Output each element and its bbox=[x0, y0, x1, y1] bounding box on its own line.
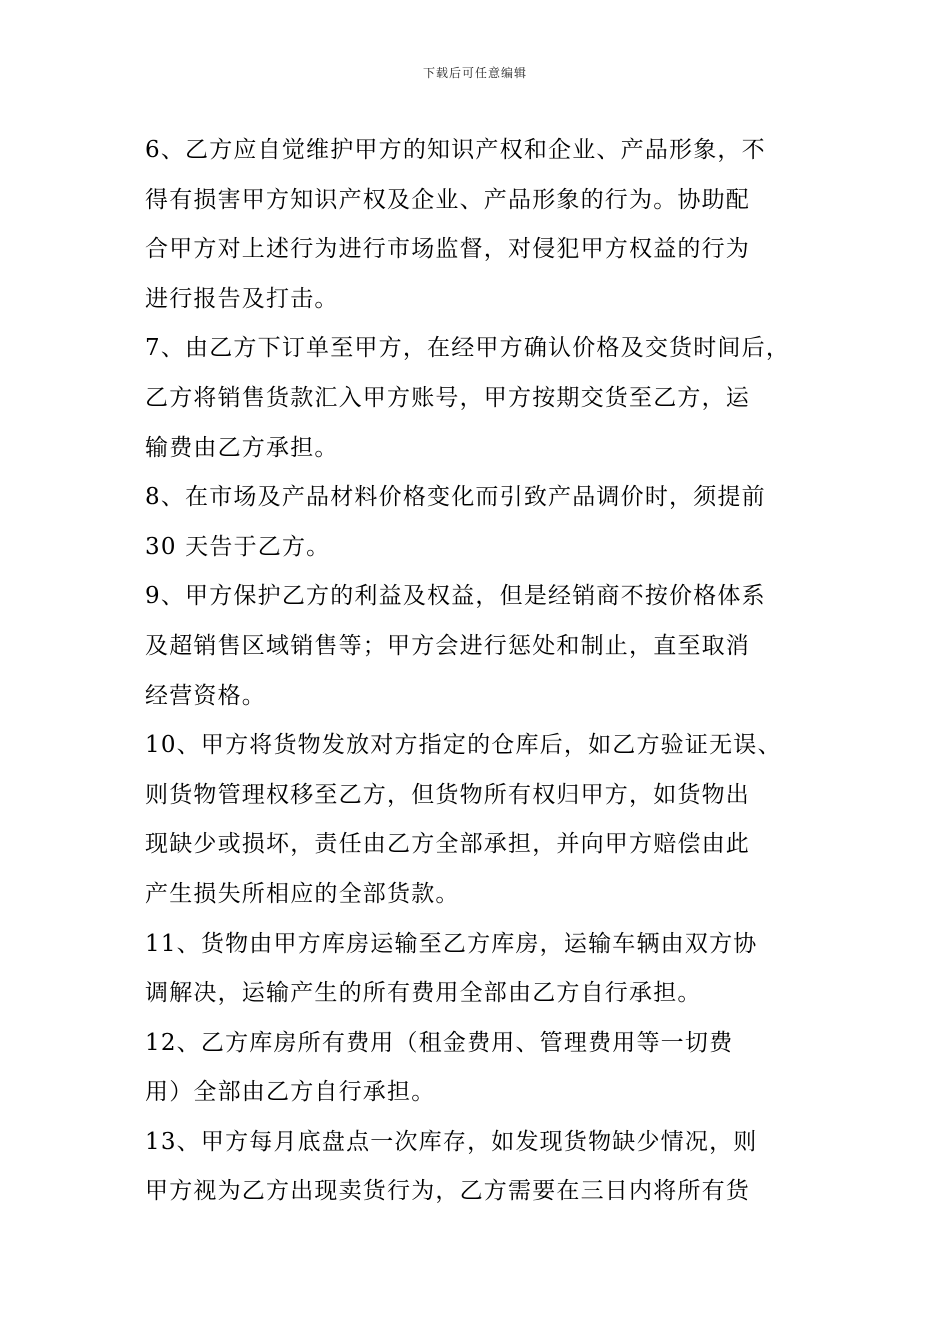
text-line: 经营资格。 bbox=[145, 682, 266, 709]
page-header: 下载后可任意编辑 bbox=[422, 66, 527, 80]
text-line: 合甲方对上述行为进行市场监督，对侵犯甲方权益的行为 bbox=[145, 236, 750, 263]
text-line: 13、甲方每月底盘点一次库存，如发现货物缺少情况，则 bbox=[145, 1128, 758, 1155]
clause-13 bbox=[145, 1118, 815, 1217]
text-line: 及超销售区域销售等；甲方会进行惩处和制止，直至取消 bbox=[145, 632, 750, 659]
text-line: 输费由乙方承担。 bbox=[145, 434, 339, 461]
text-line: 调解决，运输产生的所有费用全部由乙方自行承担。 bbox=[145, 980, 702, 1007]
clause-10 bbox=[145, 721, 815, 919]
text-line: 9、甲方保护乙方的利益及权益，但是经销商不按价格体系 bbox=[145, 583, 766, 610]
text-line: 乙方将销售货款汇入甲方账号，甲方按期交货至乙方，运 bbox=[145, 384, 750, 411]
text-line: 7、由乙方下订单至甲方，在经甲方确认价格及交货时间后， bbox=[145, 335, 791, 362]
text-line: 甲方视为乙方出现卖货行为，乙方需要在三日内将所有货 bbox=[145, 1178, 750, 1205]
text-line: 进行报告及打击。 bbox=[145, 285, 339, 312]
text-line: 现缺少或损坏，责任由乙方全部承担，并向甲方赔偿由此 bbox=[145, 831, 750, 858]
text-line: 30 天告于乙方。 bbox=[145, 533, 331, 560]
text-line: 则货物管理权移至乙方，但货物所有权归甲方，如货物出 bbox=[145, 781, 750, 808]
clause-12 bbox=[145, 1019, 815, 1118]
document-body bbox=[145, 126, 815, 1217]
clause-7 bbox=[145, 324, 815, 473]
text-line: 用）全部由乙方自行承担。 bbox=[145, 1079, 436, 1106]
text-line: 12、乙方库房所有费用（租金费用、管理费用等一切费 bbox=[145, 1029, 734, 1056]
text-line: 10、甲方将货物发放对方指定的仓库后，如乙方验证无误、 bbox=[145, 732, 782, 759]
text-line: 11、货物由甲方库房运输至乙方库房，运输车辆由双方协 bbox=[145, 930, 758, 957]
clause-9 bbox=[145, 572, 815, 721]
text-line: 8、在市场及产品材料价格变化而引致产品调价时，须提前 bbox=[145, 484, 766, 511]
text-line: 6、乙方应自觉维护甲方的知识产权和企业、产品形象，不 bbox=[145, 137, 766, 163]
text-line: 得有损害甲方知识产权及企业、产品形象的行为。协助配 bbox=[145, 186, 750, 213]
clause-11 bbox=[145, 920, 815, 1019]
text-line: 产生损失所相应的全部货款。 bbox=[145, 880, 460, 907]
clause-8 bbox=[145, 473, 815, 572]
clause-6 bbox=[145, 126, 815, 324]
